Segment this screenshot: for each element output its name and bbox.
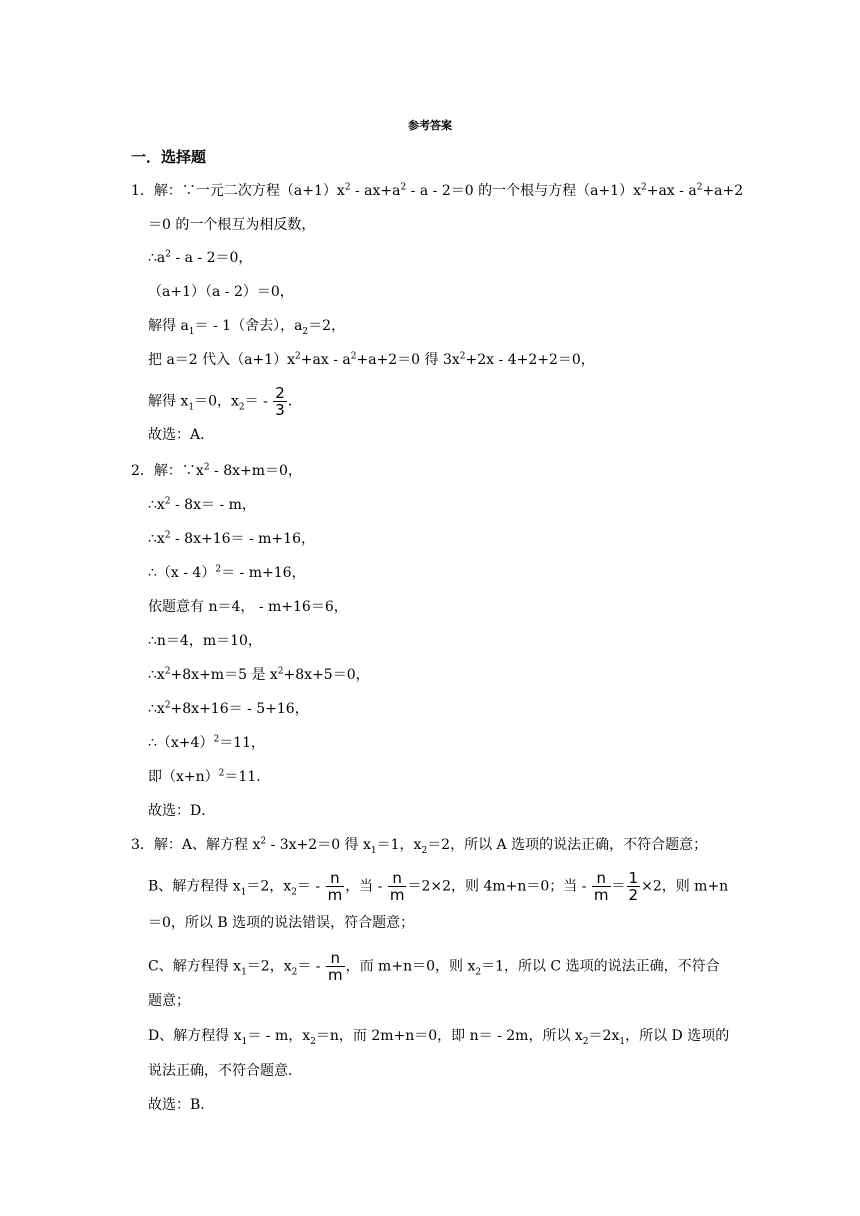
q2-line-10: 即$(x+n)^2=11$． (148, 768, 271, 785)
q1-line-5: 解得 $a_1= - 1$（舍去），$a_2=2$， (148, 318, 346, 337)
q2-line-6: ∴n＝4，m＝10， (148, 633, 262, 649)
q3-line-7: 说法正确，不符合题意． (148, 1063, 302, 1079)
fraction-n-over-m: $\frac{n}{m}$ (389, 869, 405, 904)
q3-line-1: 3．解：A、解方程 $x^2 - 3x+2=0$ 得 $x_1=1$，$x_2=2$，所以 A 选项的说法正确，不符合题意； (131, 836, 708, 856)
section-heading: 一．选择题 (131, 148, 207, 166)
q2-line-3: $\therefore x^2 - 8x+16= - m+16$， (148, 530, 315, 547)
page-title: 参考答案 (408, 119, 452, 132)
q2-line-5: 依题意有 n＝4， - m+16＝6， (148, 599, 348, 615)
fraction-n-over-m: $\frac{n}{m}$ (327, 869, 343, 904)
q3-line-6: D、解方程得 $x_1= - m$，$x_2=n$，而 2m+n＝0，即 n＝ - 2m，所以 $x_2=2x_1$，所以 D 选项的 (148, 1028, 730, 1047)
q1-number: 1． (131, 183, 154, 199)
q1-line-1: 1．解：∵一元二次方程$(a+1)x^2 - ax+a^2 - a - 2=0$ 的一个根与方程$(a+1)x^2+ax - a^2+a+2$ (131, 182, 744, 199)
q3-answer: 故选：B． (148, 1097, 215, 1113)
q2-line-7: $\therefore x^2+8x+m=5$ 是 $x^2+8x+5=0$， (148, 666, 370, 683)
q1-line-6: 把 a＝2 代入$(a+1)x^2+ax - a^2+a+2=0$ 得 $3x^2+2x - 4+2+2=0$， (148, 351, 595, 368)
q1-line-4: （a+1）（a - 2）＝0， (148, 284, 294, 300)
fraction-n-over-m: $\frac{n}{m}$ (327, 949, 343, 984)
fraction-two-thirds: $\frac{2}{3}$ (275, 384, 285, 419)
fraction-one-half: $\frac{1}{2}$ (628, 869, 639, 904)
q2-line-2: $\therefore x^2 - 8x= - m$， (148, 496, 256, 513)
q3-line-5: 题意； (148, 993, 190, 1009)
q3-line-4: C、解方程得 $x_1=2$，$x_2=$ - $\frac{n}{m}$ ，而 m+n＝0，则 $x_2=1$，所以 C 选项的说法正确，不符合 (148, 949, 720, 984)
q1-line-2: ＝0 的一个根互为相反数， (148, 217, 316, 233)
q3-line-2: B、解方程得 $x_1=2$，$x_2=$ - $\frac{n}{m}$ ，当 - $\frac{n}{m}$ ＝2×2，则 4m+n＝0；当 - $\frac{n}{m}$ ＝ $\frac{1}{2}$ ×2，则 m+n (148, 869, 729, 904)
q1-line-3: $\therefore a^2 - a - 2=0$， (148, 249, 253, 266)
q2-line-1: 2．解：$\because x^2 - 8x+m=0$， (131, 462, 302, 479)
q3-number: 3． (131, 837, 154, 853)
q2-line-4: ∴（x - 4）$^2$＝ - m+16， (148, 564, 306, 581)
q2-number: 2． (131, 463, 154, 479)
q1-answer: 故选：A． (148, 427, 215, 443)
q3-line-3: ＝0，所以 B 选项的说法错误，符合题意； (148, 915, 415, 931)
q1-line-7: 解得 $x_1=0$，$x_2=$ - $\frac{2}{3}$ ． (148, 384, 302, 419)
fraction-n-over-m: $\frac{n}{m}$ (593, 869, 609, 904)
q2-answer: 故选：D． (148, 803, 216, 819)
q2-line-8: $\therefore x^2+8x+16= - 5+16$， (148, 700, 309, 717)
q2-line-9: $\therefore(x+4)^2=11$， (148, 734, 266, 751)
